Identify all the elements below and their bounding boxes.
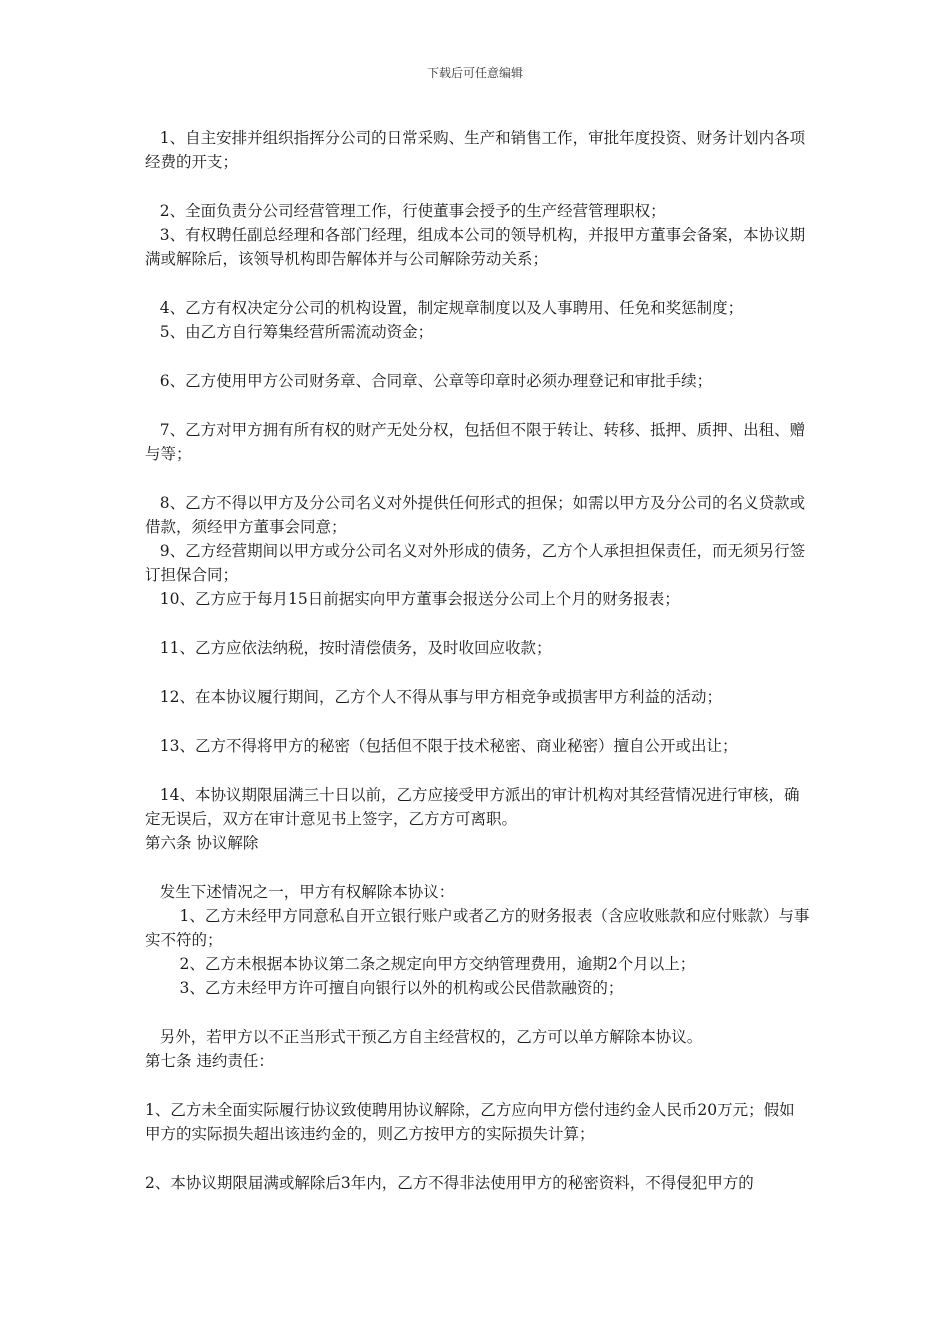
paragraph: 2、本协议期限届满或解除后3年内，乙方不得非法使用甲方的秘密资料，不得侵犯甲方的 bbox=[145, 1174, 754, 1192]
paragraph-gap bbox=[145, 1146, 810, 1171]
paragraph: 3、乙方未经甲方许可擅自向银行以外的机构或公民借款融资的； bbox=[145, 979, 624, 997]
paragraph: 13、乙方不得将甲方的秘密（包括但不限于技术秘密、商业秘密）擅自公开或出让； bbox=[145, 737, 738, 755]
paragraph: 7、乙方对甲方拥有所有权的财产无处分权，包括但不限于转让、转移、抵押、质押、出租、赠与等； bbox=[145, 421, 806, 463]
paragraph-gap bbox=[145, 611, 810, 636]
paragraph-gap bbox=[145, 393, 810, 418]
paragraph-gap bbox=[145, 855, 810, 880]
paragraph-gap bbox=[145, 758, 810, 783]
page-header: 下载后可任意编辑 bbox=[426, 66, 523, 80]
paragraph: 2、乙方未根据本协议第二条之规定向甲方交纳管理费用，逾期2个月以上； bbox=[145, 955, 696, 973]
paragraph-gap bbox=[145, 660, 810, 685]
paragraph: 14、本协议期限届满三十日以前，乙方应接受甲方派出的审计机构对其经营情况进行审核，确定无误后，双方在审计意见书上签字，乙方方可离职。 bbox=[145, 786, 800, 828]
paragraph: 2、全面负责分公司经营管理工作，行使董事会授予的生产经营管理职权； bbox=[145, 202, 666, 220]
paragraph: 9、乙方经营期间以甲方或分公司名义对外形成的债务，乙方个人承担担保责任，而无须另行签订担保合同； bbox=[145, 542, 806, 584]
paragraph: 6、乙方使用甲方公司财务章、合同章、公章等印章时必须办理登记和审批手续； bbox=[145, 372, 713, 390]
paragraph-gap bbox=[145, 466, 810, 491]
paragraph: 第七条 违约责任： bbox=[145, 1052, 274, 1070]
paragraph-gap bbox=[145, 1073, 810, 1098]
paragraph: 4、乙方有权决定分公司的机构设置，制定规章制度以及人事聘用、任免和奖惩制度； bbox=[145, 299, 744, 317]
document-body bbox=[145, 126, 810, 1195]
paragraph: 5、由乙方自行筹集经营所需流动资金； bbox=[145, 323, 434, 341]
paragraph: 11、乙方应依法纳税，按时清偿债务，及时收回应收款； bbox=[145, 639, 552, 657]
paragraph: 发生下述情况之一，甲方有权解除本协议： bbox=[145, 883, 455, 901]
paragraph: 第六条 协议解除 bbox=[145, 834, 259, 852]
paragraph: 1、自主安排并组织指挥分公司的日常采购、生产和销售工作，审批年度投资、财务计划内各项经费的开支； bbox=[145, 129, 806, 171]
paragraph: 12、在本协议履行期间，乙方个人不得从事与甲方相竞争或损害甲方利益的活动； bbox=[145, 688, 723, 706]
paragraph: 8、乙方不得以甲方及分公司名义对外提供任何形式的担保；如需以甲方及分公司的名义贷款或借款，须经甲方董事会同意； bbox=[145, 494, 806, 536]
paragraph: 10、乙方应于每月15日前据实向甲方董事会报送分公司上个月的财务报表； bbox=[145, 590, 680, 608]
paragraph: 1、乙方未全面实际履行协议致使聘用协议解除，乙方应向甲方偿付违约金人民币20万元；假如甲方的实际损失超出该违约金的，则乙方按甲方的实际损失计算； bbox=[145, 1101, 795, 1143]
paragraph-gap bbox=[145, 709, 810, 734]
paragraph-gap bbox=[145, 174, 810, 199]
paragraph: 另外，若甲方以不正当形式干预乙方自主经营权的，乙方可以单方解除本协议。 bbox=[145, 1028, 703, 1046]
paragraph-gap bbox=[145, 344, 810, 369]
paragraph-gap bbox=[145, 271, 810, 296]
paragraph-gap bbox=[145, 1000, 810, 1025]
paragraph: 1、乙方未经甲方同意私自开立银行账户或者乙方的财务报表（含应收账款和应付账款）与事实不符的； bbox=[145, 907, 810, 949]
paragraph: 3、有权聘任副总经理和各部门经理，组成本公司的领导机构，并报甲方董事会备案，本协议期满或解除后，该领导机构即告解体并与公司解除劳动关系； bbox=[145, 226, 806, 268]
